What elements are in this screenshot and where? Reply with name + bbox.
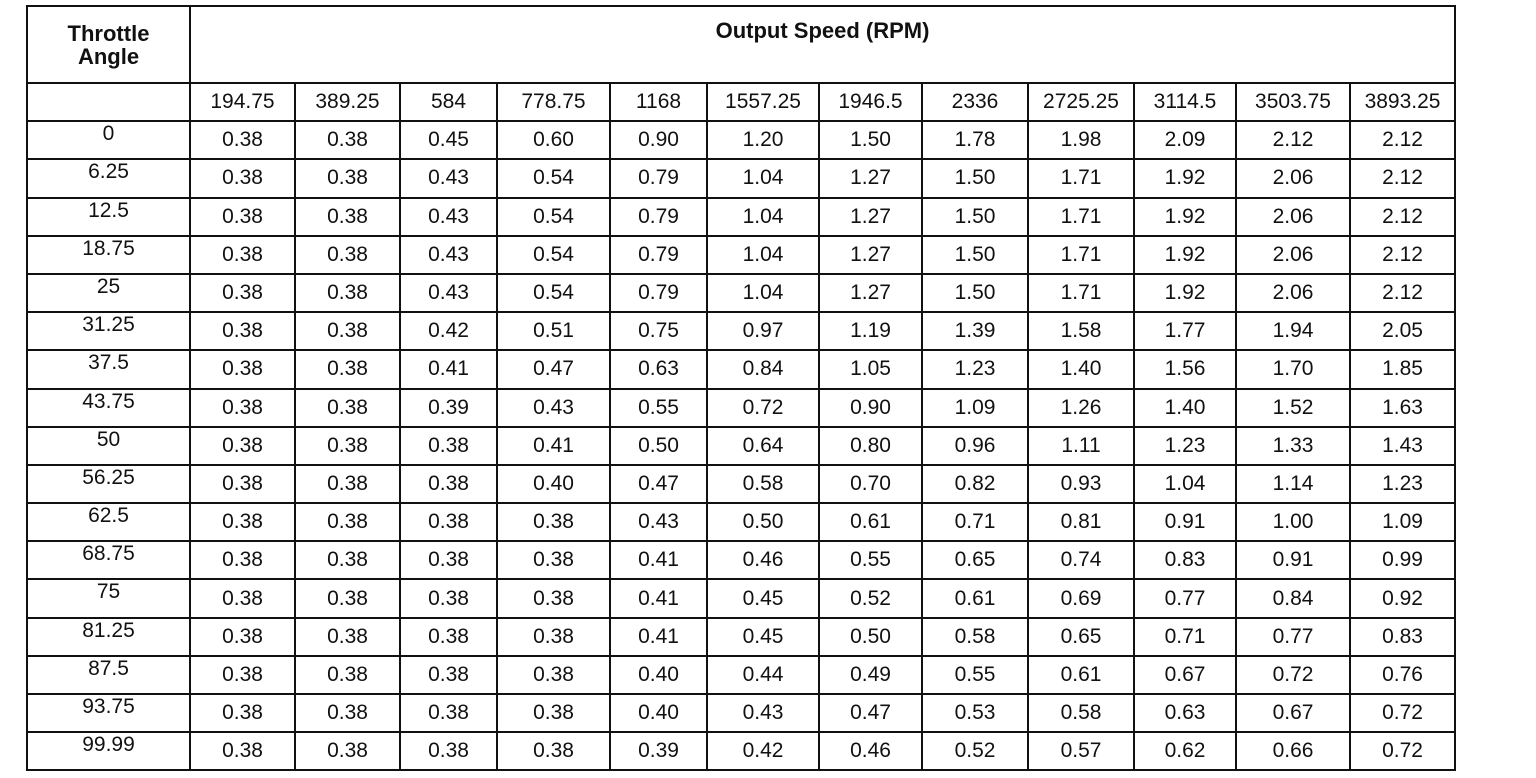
value-cell: 1.50 — [922, 236, 1028, 274]
value-cell: 0.52 — [922, 732, 1028, 770]
value-cell: 0.45 — [707, 618, 819, 656]
table-row — [27, 694, 1455, 732]
value-cell: 0.38 — [497, 579, 610, 617]
value-cell: 0.39 — [400, 389, 497, 427]
value-cell: 0.38 — [295, 236, 400, 274]
value-cell: 0.50 — [707, 503, 819, 541]
value-cell: 1.50 — [922, 159, 1028, 197]
value-cell: 0.38 — [400, 503, 497, 541]
speed-column-header: 3503.75 — [1236, 83, 1350, 121]
value-cell: 0.63 — [610, 350, 707, 388]
value-cell: 0.38 — [190, 694, 295, 732]
value-cell: 1.92 — [1134, 198, 1236, 236]
value-cell: 0.43 — [400, 274, 497, 312]
value-cell: 1.09 — [1350, 503, 1455, 541]
value-cell: 2.06 — [1236, 274, 1350, 312]
value-cell: 0.80 — [819, 427, 922, 465]
speed-column-header: 194.75 — [190, 83, 295, 121]
value-cell: 0.61 — [1028, 656, 1134, 694]
value-cell: 0.58 — [922, 618, 1028, 656]
value-cell: 1.26 — [1028, 389, 1134, 427]
value-cell: 1.71 — [1028, 236, 1134, 274]
value-cell: 0.38 — [497, 694, 610, 732]
speed-column-header: 3114.5 — [1134, 83, 1236, 121]
value-cell: 1.14 — [1236, 465, 1350, 503]
value-cell: 0.38 — [190, 732, 295, 770]
value-cell: 0.38 — [190, 465, 295, 503]
table-row — [27, 159, 1455, 197]
throttle-angle-header: Throttle Angle — [27, 6, 190, 83]
value-cell: 0.97 — [707, 312, 819, 350]
value-cell: 0.50 — [819, 618, 922, 656]
value-cell: 0.43 — [400, 236, 497, 274]
value-cell: 0.38 — [295, 312, 400, 350]
value-cell: 2.12 — [1350, 198, 1455, 236]
value-cell: 1.33 — [1236, 427, 1350, 465]
value-cell: 0.47 — [819, 694, 922, 732]
value-cell: 0.75 — [610, 312, 707, 350]
value-cell: 0.38 — [295, 541, 400, 579]
value-cell: 0.57 — [1028, 732, 1134, 770]
table-row — [27, 732, 1455, 770]
value-cell: 0.55 — [922, 656, 1028, 694]
value-cell: 0.84 — [1236, 579, 1350, 617]
throttle-angle-cell: 12.5 — [27, 198, 190, 236]
value-cell: 0.51 — [497, 312, 610, 350]
throttle-speed-table — [26, 5, 1456, 771]
value-cell: 0.38 — [190, 618, 295, 656]
value-cell: 1.78 — [922, 121, 1028, 159]
value-cell: 0.38 — [190, 236, 295, 274]
throttle-angle-cell: 37.5 — [27, 350, 190, 388]
value-cell: 0.72 — [1236, 656, 1350, 694]
value-cell: 0.40 — [610, 694, 707, 732]
value-cell: 1.43 — [1350, 427, 1455, 465]
throttle-angle-cell: 75 — [27, 579, 190, 617]
value-cell: 0.81 — [1028, 503, 1134, 541]
value-cell: 0.79 — [610, 236, 707, 274]
value-cell: 0.84 — [707, 350, 819, 388]
value-cell: 0.71 — [1134, 618, 1236, 656]
value-cell: 1.77 — [1134, 312, 1236, 350]
value-cell: 2.06 — [1236, 198, 1350, 236]
value-cell: 0.38 — [190, 541, 295, 579]
value-cell: 1.92 — [1134, 159, 1236, 197]
value-cell: 0.72 — [1350, 694, 1455, 732]
value-cell: 0.38 — [295, 732, 400, 770]
value-cell: 0.38 — [497, 541, 610, 579]
value-cell: 0.38 — [497, 503, 610, 541]
value-cell: 1.05 — [819, 350, 922, 388]
value-cell: 0.93 — [1028, 465, 1134, 503]
speed-column-header: 584 — [400, 83, 497, 121]
value-cell: 2.12 — [1350, 236, 1455, 274]
value-cell: 0.62 — [1134, 732, 1236, 770]
throttle-angle-cell: 0 — [27, 121, 190, 159]
value-cell: 0.40 — [610, 656, 707, 694]
value-cell: 0.79 — [610, 159, 707, 197]
value-cell: 1.19 — [819, 312, 922, 350]
throttle-angle-cell: 81.25 — [27, 618, 190, 656]
value-cell: 0.90 — [819, 389, 922, 427]
value-cell: 1.56 — [1134, 350, 1236, 388]
value-cell: 2.09 — [1134, 121, 1236, 159]
value-cell: 0.76 — [1350, 656, 1455, 694]
value-cell: 0.54 — [497, 159, 610, 197]
value-cell: 0.38 — [295, 389, 400, 427]
value-cell: 0.67 — [1236, 694, 1350, 732]
table-row — [27, 579, 1455, 617]
throttle-angle-cell: 6.25 — [27, 159, 190, 197]
value-cell: 0.38 — [190, 656, 295, 694]
value-cell: 0.38 — [295, 427, 400, 465]
value-cell: 0.67 — [1134, 656, 1236, 694]
value-cell: 0.61 — [922, 579, 1028, 617]
value-cell: 0.47 — [610, 465, 707, 503]
throttle-angle-cell: 25 — [27, 274, 190, 312]
value-cell: 0.38 — [497, 732, 610, 770]
speed-column-header: 3893.25 — [1350, 83, 1455, 121]
value-cell: 0.38 — [295, 274, 400, 312]
value-cell: 0.38 — [400, 427, 497, 465]
throttle-angle-cell: 18.75 — [27, 236, 190, 274]
value-cell: 0.38 — [190, 121, 295, 159]
value-cell: 1.71 — [1028, 159, 1134, 197]
value-cell: 2.06 — [1236, 236, 1350, 274]
value-cell: 0.38 — [295, 121, 400, 159]
value-cell: 1.27 — [819, 159, 922, 197]
value-cell: 0.38 — [400, 618, 497, 656]
value-cell: 0.61 — [819, 503, 922, 541]
value-cell: 0.47 — [497, 350, 610, 388]
value-cell: 0.58 — [1028, 694, 1134, 732]
value-cell: 0.90 — [610, 121, 707, 159]
table-row — [27, 656, 1455, 694]
value-cell: 0.66 — [1236, 732, 1350, 770]
value-cell: 0.55 — [819, 541, 922, 579]
table-row — [27, 274, 1455, 312]
value-cell: 0.64 — [707, 427, 819, 465]
throttle-angle-cell: 43.75 — [27, 389, 190, 427]
value-cell: 0.38 — [497, 618, 610, 656]
speed-column-header: 1946.5 — [819, 83, 922, 121]
value-cell: 0.38 — [400, 465, 497, 503]
value-cell: 0.82 — [922, 465, 1028, 503]
speed-values-row — [27, 83, 1455, 121]
value-cell: 0.79 — [610, 198, 707, 236]
speed-column-header: 778.75 — [497, 83, 610, 121]
value-cell: 0.38 — [295, 503, 400, 541]
throttle-angle-cell: 87.5 — [27, 656, 190, 694]
value-cell: 1.04 — [1134, 465, 1236, 503]
value-cell: 1.71 — [1028, 198, 1134, 236]
value-cell: 0.96 — [922, 427, 1028, 465]
value-cell: 1.27 — [819, 236, 922, 274]
value-cell: 0.43 — [400, 198, 497, 236]
value-cell: 0.38 — [190, 198, 295, 236]
value-cell: 0.65 — [922, 541, 1028, 579]
table-row — [27, 236, 1455, 274]
value-cell: 0.38 — [400, 579, 497, 617]
value-cell: 0.41 — [497, 427, 610, 465]
value-cell: 1.11 — [1028, 427, 1134, 465]
value-cell: 1.50 — [922, 274, 1028, 312]
value-cell: 0.83 — [1350, 618, 1455, 656]
value-cell: 1.40 — [1028, 350, 1134, 388]
table-row — [27, 618, 1455, 656]
value-cell: 0.41 — [610, 579, 707, 617]
value-cell: 2.12 — [1350, 159, 1455, 197]
table-row — [27, 198, 1455, 236]
value-cell: 0.38 — [190, 312, 295, 350]
table-row — [27, 503, 1455, 541]
table-row — [27, 465, 1455, 503]
value-cell: 0.38 — [295, 159, 400, 197]
value-cell: 0.46 — [819, 732, 922, 770]
value-cell: 1.98 — [1028, 121, 1134, 159]
value-cell: 0.44 — [707, 656, 819, 694]
throttle-angle-cell: 93.75 — [27, 694, 190, 732]
speed-column-header: 1168 — [610, 83, 707, 121]
value-cell: 0.38 — [190, 579, 295, 617]
throttle-angle-cell: 62.5 — [27, 503, 190, 541]
value-cell: 0.58 — [707, 465, 819, 503]
value-cell: 0.40 — [497, 465, 610, 503]
table-row — [27, 121, 1455, 159]
value-cell: 0.91 — [1134, 503, 1236, 541]
value-cell: 1.92 — [1134, 236, 1236, 274]
value-cell: 2.12 — [1350, 121, 1455, 159]
value-cell: 0.38 — [400, 694, 497, 732]
value-cell: 0.38 — [190, 389, 295, 427]
value-cell: 0.38 — [497, 656, 610, 694]
value-cell: 2.05 — [1350, 312, 1455, 350]
value-cell: 1.00 — [1236, 503, 1350, 541]
table-row — [27, 389, 1455, 427]
value-cell: 0.39 — [610, 732, 707, 770]
throttle-angle-cell: 99.99 — [27, 732, 190, 770]
value-cell: 1.23 — [1350, 465, 1455, 503]
value-cell: 0.71 — [922, 503, 1028, 541]
value-cell: 0.41 — [610, 618, 707, 656]
value-cell: 0.77 — [1134, 579, 1236, 617]
speed-column-header: 1557.25 — [707, 83, 819, 121]
value-cell: 1.63 — [1350, 389, 1455, 427]
value-cell: 0.38 — [295, 465, 400, 503]
value-cell: 0.38 — [400, 656, 497, 694]
value-cell: 0.99 — [1350, 541, 1455, 579]
value-cell: 0.50 — [610, 427, 707, 465]
value-cell: 0.70 — [819, 465, 922, 503]
value-cell: 1.85 — [1350, 350, 1455, 388]
value-cell: 1.04 — [707, 236, 819, 274]
table-row — [27, 427, 1455, 465]
value-cell: 0.43 — [610, 503, 707, 541]
value-cell: 0.69 — [1028, 579, 1134, 617]
value-cell: 0.49 — [819, 656, 922, 694]
header-row — [27, 6, 1455, 83]
value-cell: 1.92 — [1134, 274, 1236, 312]
table-row — [27, 350, 1455, 388]
empty-corner-cell — [27, 83, 190, 121]
table-row — [27, 541, 1455, 579]
value-cell: 0.53 — [922, 694, 1028, 732]
value-cell: 2.12 — [1236, 121, 1350, 159]
value-cell: 0.65 — [1028, 618, 1134, 656]
value-cell: 1.27 — [819, 198, 922, 236]
value-cell: 1.94 — [1236, 312, 1350, 350]
value-cell: 0.38 — [190, 350, 295, 388]
value-cell: 0.42 — [707, 732, 819, 770]
table-row — [27, 312, 1455, 350]
value-cell: 1.70 — [1236, 350, 1350, 388]
value-cell: 0.38 — [295, 618, 400, 656]
throttle-angle-cell: 68.75 — [27, 541, 190, 579]
speed-column-header: 389.25 — [295, 83, 400, 121]
value-cell: 0.38 — [400, 541, 497, 579]
value-cell: 0.41 — [400, 350, 497, 388]
value-cell: 0.91 — [1236, 541, 1350, 579]
value-cell: 1.27 — [819, 274, 922, 312]
value-cell: 0.43 — [400, 159, 497, 197]
value-cell: 0.38 — [295, 198, 400, 236]
value-cell: 1.04 — [707, 198, 819, 236]
value-cell: 0.54 — [497, 236, 610, 274]
value-cell: 0.43 — [497, 389, 610, 427]
value-cell: 1.71 — [1028, 274, 1134, 312]
value-cell: 0.38 — [190, 274, 295, 312]
value-cell: 1.50 — [922, 198, 1028, 236]
value-cell: 0.42 — [400, 312, 497, 350]
value-cell: 0.74 — [1028, 541, 1134, 579]
value-cell: 0.46 — [707, 541, 819, 579]
speed-column-header: 2336 — [922, 83, 1028, 121]
value-cell: 0.60 — [497, 121, 610, 159]
value-cell: 1.04 — [707, 274, 819, 312]
value-cell: 0.38 — [400, 732, 497, 770]
throttle-angle-cell: 50 — [27, 427, 190, 465]
value-cell: 2.06 — [1236, 159, 1350, 197]
value-cell: 1.52 — [1236, 389, 1350, 427]
value-cell: 1.23 — [922, 350, 1028, 388]
value-cell: 0.54 — [497, 198, 610, 236]
value-cell: 0.55 — [610, 389, 707, 427]
output-speed-header: Output Speed (RPM) — [190, 6, 1455, 83]
value-cell: 0.38 — [295, 694, 400, 732]
value-cell: 0.38 — [295, 579, 400, 617]
value-cell: 0.38 — [295, 656, 400, 694]
value-cell: 0.38 — [190, 159, 295, 197]
throttle-angle-cell: 31.25 — [27, 312, 190, 350]
value-cell: 1.39 — [922, 312, 1028, 350]
value-cell: 0.63 — [1134, 694, 1236, 732]
value-cell: 0.38 — [295, 350, 400, 388]
throttle-angle-cell: 56.25 — [27, 465, 190, 503]
value-cell: 0.45 — [707, 579, 819, 617]
value-cell: 0.41 — [610, 541, 707, 579]
value-cell: 2.12 — [1350, 274, 1455, 312]
value-cell: 1.20 — [707, 121, 819, 159]
value-cell: 0.83 — [1134, 541, 1236, 579]
value-cell: 1.58 — [1028, 312, 1134, 350]
value-cell: 1.50 — [819, 121, 922, 159]
value-cell: 0.43 — [707, 694, 819, 732]
value-cell: 1.09 — [922, 389, 1028, 427]
value-cell: 0.77 — [1236, 618, 1350, 656]
value-cell: 0.38 — [190, 427, 295, 465]
value-cell: 0.79 — [610, 274, 707, 312]
value-cell: 0.72 — [707, 389, 819, 427]
value-cell: 1.40 — [1134, 389, 1236, 427]
value-cell: 0.72 — [1350, 732, 1455, 770]
value-cell: 0.92 — [1350, 579, 1455, 617]
value-cell: 0.52 — [819, 579, 922, 617]
value-cell: 0.38 — [190, 503, 295, 541]
speed-column-header: 2725.25 — [1028, 83, 1134, 121]
value-cell: 1.04 — [707, 159, 819, 197]
value-cell: 1.23 — [1134, 427, 1236, 465]
value-cell: 0.54 — [497, 274, 610, 312]
value-cell: 0.45 — [400, 121, 497, 159]
